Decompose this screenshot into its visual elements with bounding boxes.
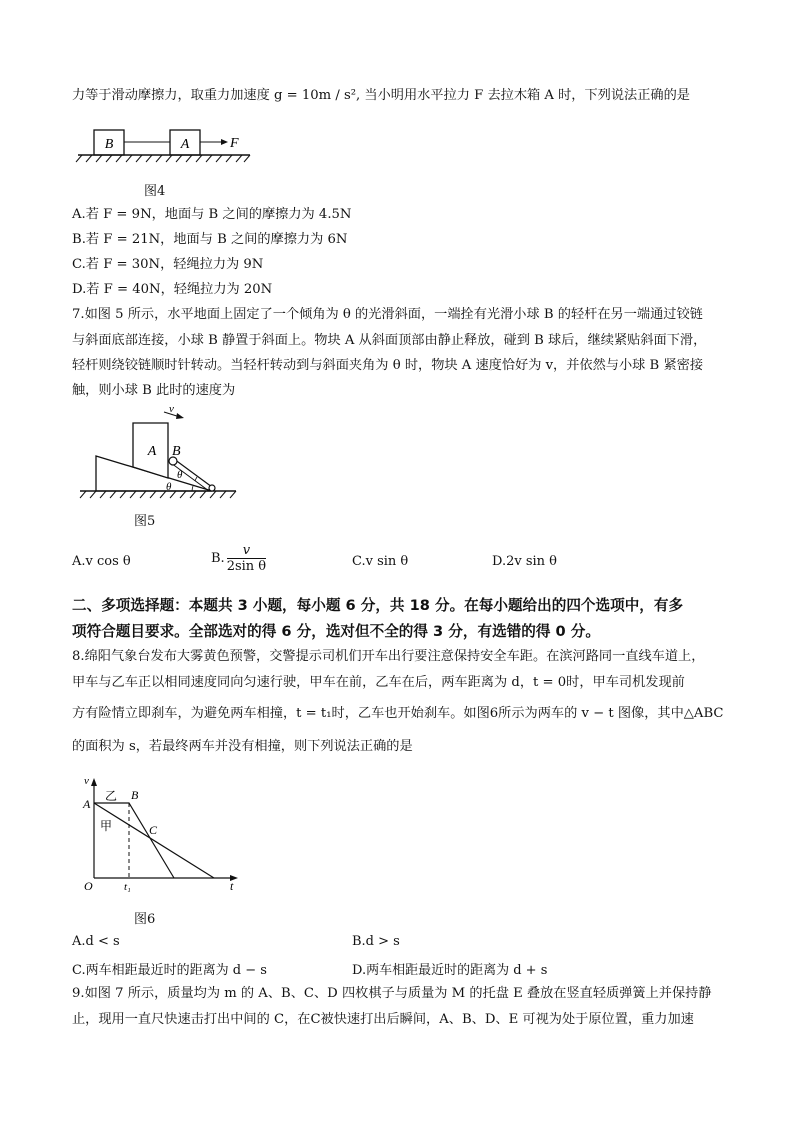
q6-option-d: D.若 F = 40N，轻绳拉力为 20N bbox=[72, 282, 273, 297]
figure-5 bbox=[74, 404, 242, 502]
q8-stem-line-1: 8.绵阳气象台发布大雾黄色预警，交警提示司机们开车出行要注意保持安全车距。在滨河路同一直线车道上， bbox=[72, 649, 705, 664]
fig5-label-v: v bbox=[169, 404, 174, 415]
fig5-label-a: A bbox=[147, 444, 157, 459]
q7-option-a: A.v cos θ bbox=[72, 554, 131, 569]
fig6-label-t: t bbox=[230, 879, 234, 893]
section-2-heading-line-1: 二、多项选择题：本题共 3 小题，每小题 6 分，共 18 分。在每小题给出的四个选项中，有多 bbox=[72, 597, 684, 614]
q8-option-d: D.两车相距最近时的距离为 d + s bbox=[352, 963, 548, 978]
fig6-label-b: B bbox=[131, 788, 139, 802]
q7-option-b-fraction bbox=[227, 543, 266, 574]
q8-option-c: C.两车相距最近时的距离为 d − s bbox=[72, 963, 267, 978]
q7-option-d: D.2v sin θ bbox=[492, 554, 557, 569]
fig4-label-b: B bbox=[104, 137, 114, 152]
fig6-label-o: O bbox=[84, 879, 93, 893]
q7-option-c: C.v sin θ bbox=[352, 554, 409, 569]
q6-option-c: C.若 F = 30N，轻绳拉力为 9N bbox=[72, 257, 264, 272]
q8-stem-line-3: 方有险情立即刹车，为避免两车相撞，t = t₁时，乙车也开始刹车。如图6所示为两车的 v − t 图像，其中△ABC bbox=[72, 706, 724, 721]
q7-option-b-prefix: B. bbox=[211, 551, 225, 566]
fig6-label-t1: t₁ bbox=[124, 881, 131, 893]
q8-stem-line-4: 的面积为 s，若最终两车并没有相撞，则下列说法正确的是 bbox=[72, 739, 413, 754]
figure-4-caption: 图4 bbox=[144, 184, 166, 199]
section-2-heading-line-2: 项符合题目要求。全部选对的得 6 分，选对但不全的得 3 分，有选错的得 0 分。 bbox=[72, 623, 600, 640]
fig4-label-a: A bbox=[180, 137, 190, 152]
figure-4 bbox=[72, 122, 262, 168]
figure-5-caption: 图5 bbox=[134, 514, 156, 529]
fig6-label-a: A bbox=[83, 797, 91, 811]
q7-stem-line-3: 轻杆则绕铰链顺时针转动。当轻杆转动到与斜面夹角为 θ 时，物块 A 速度恰好为 v，并依然与小球 B 紧密接 bbox=[72, 358, 704, 373]
q6-stem-tail: 力等于滑动摩擦力，取重力加速度 g = 10m / s², 当小明用水平拉力 F 去拉木箱 A 时，下列说法正确的是 bbox=[72, 88, 690, 103]
q9-stem-line-2: 止，现用一直尺快速击打出中间的 C，在C被快速打出后瞬间，A、B、D、E 可视为处于原位置，重力加速 bbox=[72, 1012, 694, 1027]
q9-stem-line-1: 9.如图 7 所示，质量均为 m 的 A、B、C、D 四枚棋子与质量为 M 的托盘 E 叠放在竖直轻质弹簧上并保持静 bbox=[72, 986, 712, 1001]
fig6-label-c: C bbox=[149, 823, 158, 837]
q7-option-b-numerator: v bbox=[227, 543, 266, 559]
figure-6-caption: 图6 bbox=[134, 912, 156, 927]
fig4-label-f: F bbox=[230, 136, 239, 151]
fig5-label-theta2: θ bbox=[166, 481, 172, 493]
fig6-label-jia: 甲 bbox=[100, 819, 113, 833]
q7-option-b bbox=[211, 543, 266, 574]
q7-option-b-denominator: 2sin θ bbox=[226, 559, 267, 574]
q7-stem-line-4: 触，则小球 B 此时的速度为 bbox=[72, 383, 236, 398]
q7-stem-line-2: 与斜面底部连接，小球 B 静置于斜面上。物块 A 从斜面顶部由静止释放，碰到 B 球后，继续紧贴斜面下滑， bbox=[72, 333, 707, 348]
fig6-label-yi: 乙 bbox=[105, 789, 118, 803]
figure-6 bbox=[80, 772, 248, 896]
fig6-label-v: v bbox=[84, 775, 89, 787]
fig5-label-theta1: θ bbox=[177, 469, 183, 481]
q6-option-b: B.若 F = 21N，地面与 B 之间的摩擦力为 6N bbox=[72, 232, 348, 247]
q8-option-a: A.d < s bbox=[72, 934, 120, 949]
q8-stem-line-2: 甲车与乙车正以相同速度同向匀速行驶，甲车在前，乙车在后，两车距离为 d，t = 0时，甲车司机发现前 bbox=[72, 675, 685, 690]
q8-option-b: B.d > s bbox=[352, 934, 400, 949]
q7-stem-line-1: 7.如图 5 所示，水平地面上固定了一个倾角为 θ 的光滑斜面，一端拴有光滑小球 B 的轻杆在另一端通过铰链 bbox=[72, 307, 703, 322]
q6-option-a: A.若 F = 9N，地面与 B 之间的摩擦力为 4.5N bbox=[72, 207, 352, 222]
fig5-label-b: B bbox=[172, 444, 181, 459]
